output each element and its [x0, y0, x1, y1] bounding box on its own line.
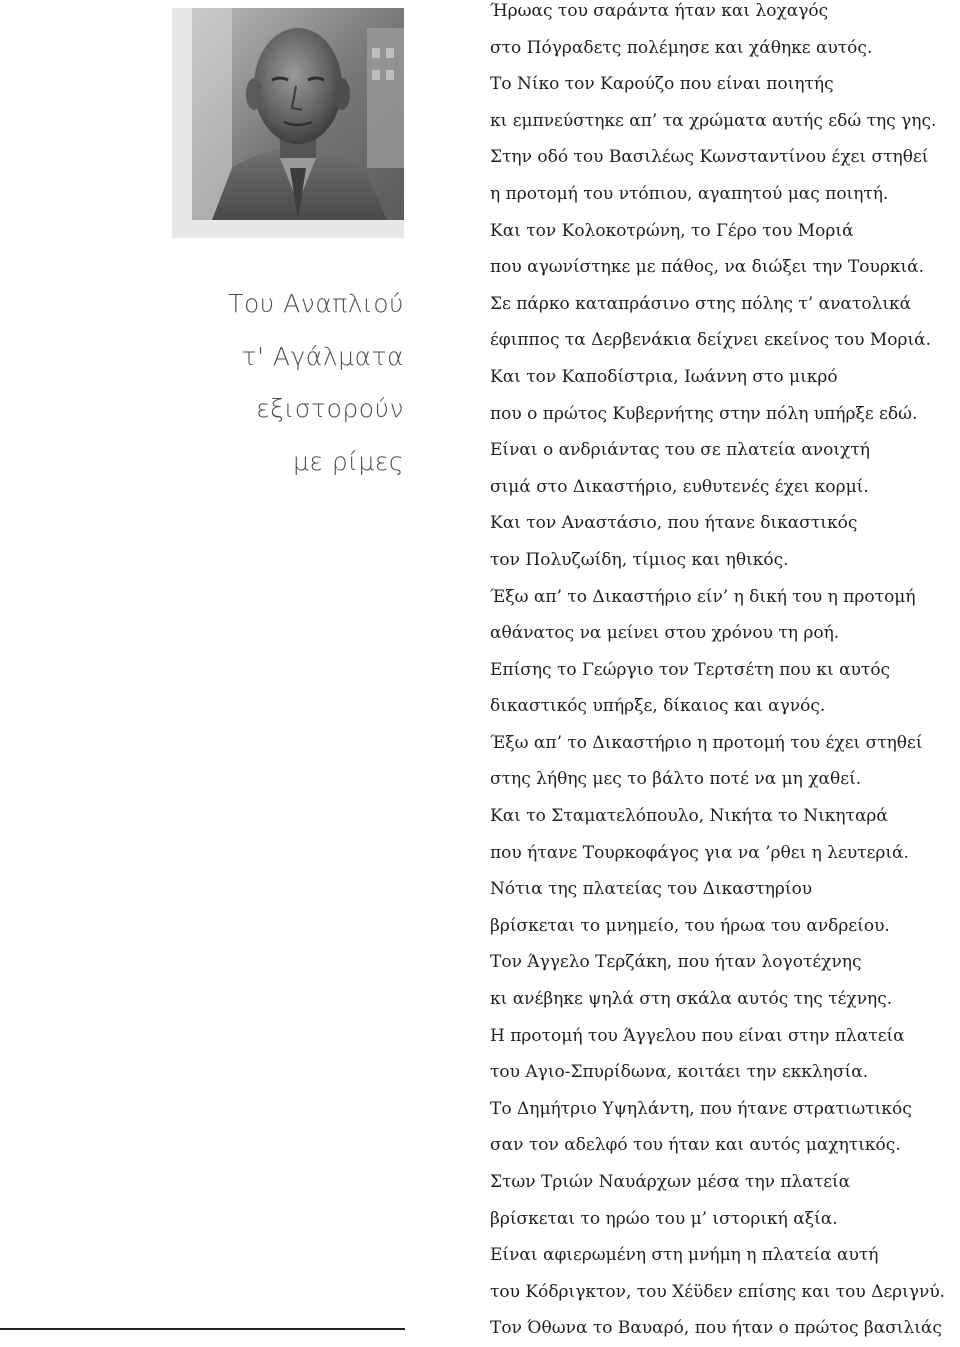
poem-line: Ήρωας του σαράντα ήταν και λοχαγός [490, 1, 829, 21]
poem-line: τον Πολυζωίδη, τίμιος και ηθικός. [490, 549, 789, 570]
poem-line: Έξω απ’ το Δικαστήριο η προτομή του έχει στηθεί [490, 732, 923, 753]
poem-line: έφιππος τα Δερβενάκια δείχνει εκείνος του Μοριά. [490, 330, 932, 351]
poem-line: Είναι ο ανδριάντας του σε πλατεία ανοιχτή [490, 440, 870, 461]
poem-line: Η προτομή του Άγγελου που είναι στην πλατεία [490, 1025, 905, 1046]
poem-line: Επίσης το Γεώργιο τον Τερτσέτη που κι αυτός [490, 659, 891, 680]
bust-statue-photo [192, 8, 404, 220]
poem-line: που ο πρώτος Κυβερνήτης στην πόλη υπήρξε εδώ. [490, 403, 918, 424]
section-title-line: με ρίμες [292, 446, 404, 476]
poem-line: στης λήθης μες το βάλτο ποτέ να μη χαθεί. [490, 769, 862, 790]
poem-line: Τον Άγγελο Τερζάκη, που ήταν λογοτέχνης [490, 952, 862, 973]
poem-line: βρίσκεται το μνημείο, του ήρωα του ανδρείου. [490, 915, 890, 936]
poem-line: Και το Σταματελόπουλο, Νικήτα το Νικηταρά [490, 806, 888, 827]
section-title-line: Του Αναπλιού [228, 289, 404, 318]
poem-line: Το Νίκο τον Καρούζο που είναι ποιητής [490, 74, 834, 95]
section-title-line: εξιστορούν [256, 394, 404, 423]
poem-line: Και τον Αναστάσιο, που ήτανε δικαστικός [490, 513, 858, 534]
poem-line: του Αγιο-Σπυρίδωνα, κοιτάει την εκκλησία. [490, 1062, 869, 1083]
poem-line: κι ανέβηκε ψηλά στη σκάλα αυτός της τέχνης. [490, 989, 893, 1010]
poem-line: που αγωνίστηκε με πάθος, να διώξει την Τουρκιά. [490, 257, 925, 278]
poem-line: Είναι αφιερωμένη στη μνήμη η πλατεία αυτή [490, 1245, 879, 1266]
poem-line: Το Δημήτριο Υψηλάντη, που ήτανε στρατιωτικός [490, 1098, 912, 1119]
poem-line: δικαστικός υπήρξε, δίκαιος και αγνός. [490, 696, 826, 717]
poem-line: η προτομή του ντόπιου, αγαπητού μας ποιητή. [490, 183, 889, 204]
poem-line: Τον Όθωνα το Βαυαρό, που ήταν ο πρώτος βασιλιάς [490, 1318, 942, 1339]
poem-line: αθάνατος να μείνει στου χρόνου τη ροή. [490, 623, 840, 644]
poem-line: Και τον Κολοκοτρώνη, το Γέρο του Μοριά [490, 220, 854, 241]
bottom-divider [0, 1328, 405, 1330]
poem-line: που ήτανε Τουρκοφάγος για να ’ρθει η λευτεριά. [490, 842, 909, 863]
poem-line: Στην οδό του Βασιλέως Κωνσταντίνου έχει στηθεί [490, 147, 929, 168]
poem-line: Και τον Καποδίστρια, Ιωάννη στο μικρό [490, 366, 838, 387]
poem-line: στο Πόγραδετς πολέμησε και χάθηκε αυτός. [490, 37, 873, 58]
poem-line: βρίσκεται το ηρώο του μ’ ιστορική αξία. [490, 1208, 838, 1229]
poem-line: Σε πάρκο καταπράσινο στης πόλης τ’ ανατολικά [490, 293, 912, 314]
poem-line: σαν τον αδελφό του ήταν και αυτός μαχητικός. [490, 1135, 901, 1156]
poem-line: Έξω απ’ το Δικαστήριο είν’ η δική του η προτομή [490, 586, 916, 607]
poem-line: του Κόδριγκτον, του Χέϋδεν επίσης και του Δεριγνύ. [490, 1281, 946, 1302]
poem-line: Νότια της πλατείας του Δικαστηρίου [490, 879, 813, 900]
poem-text [490, 0, 945, 1347]
section-title-line: τ' Αγάλματα [241, 341, 404, 371]
photo-panel [172, 8, 404, 238]
poem-line: Στων Τριών Ναυάρχων μέσα την πλατεία [490, 1172, 851, 1192]
section-title [228, 278, 404, 488]
poem-line: κι εμπνεύστηκε απ’ τα χρώματα αυτής εδώ της γης. [490, 110, 937, 131]
poem-line: σιμά στο Δικαστήριο, ευθυτενές έχει κορμί. [490, 476, 869, 497]
